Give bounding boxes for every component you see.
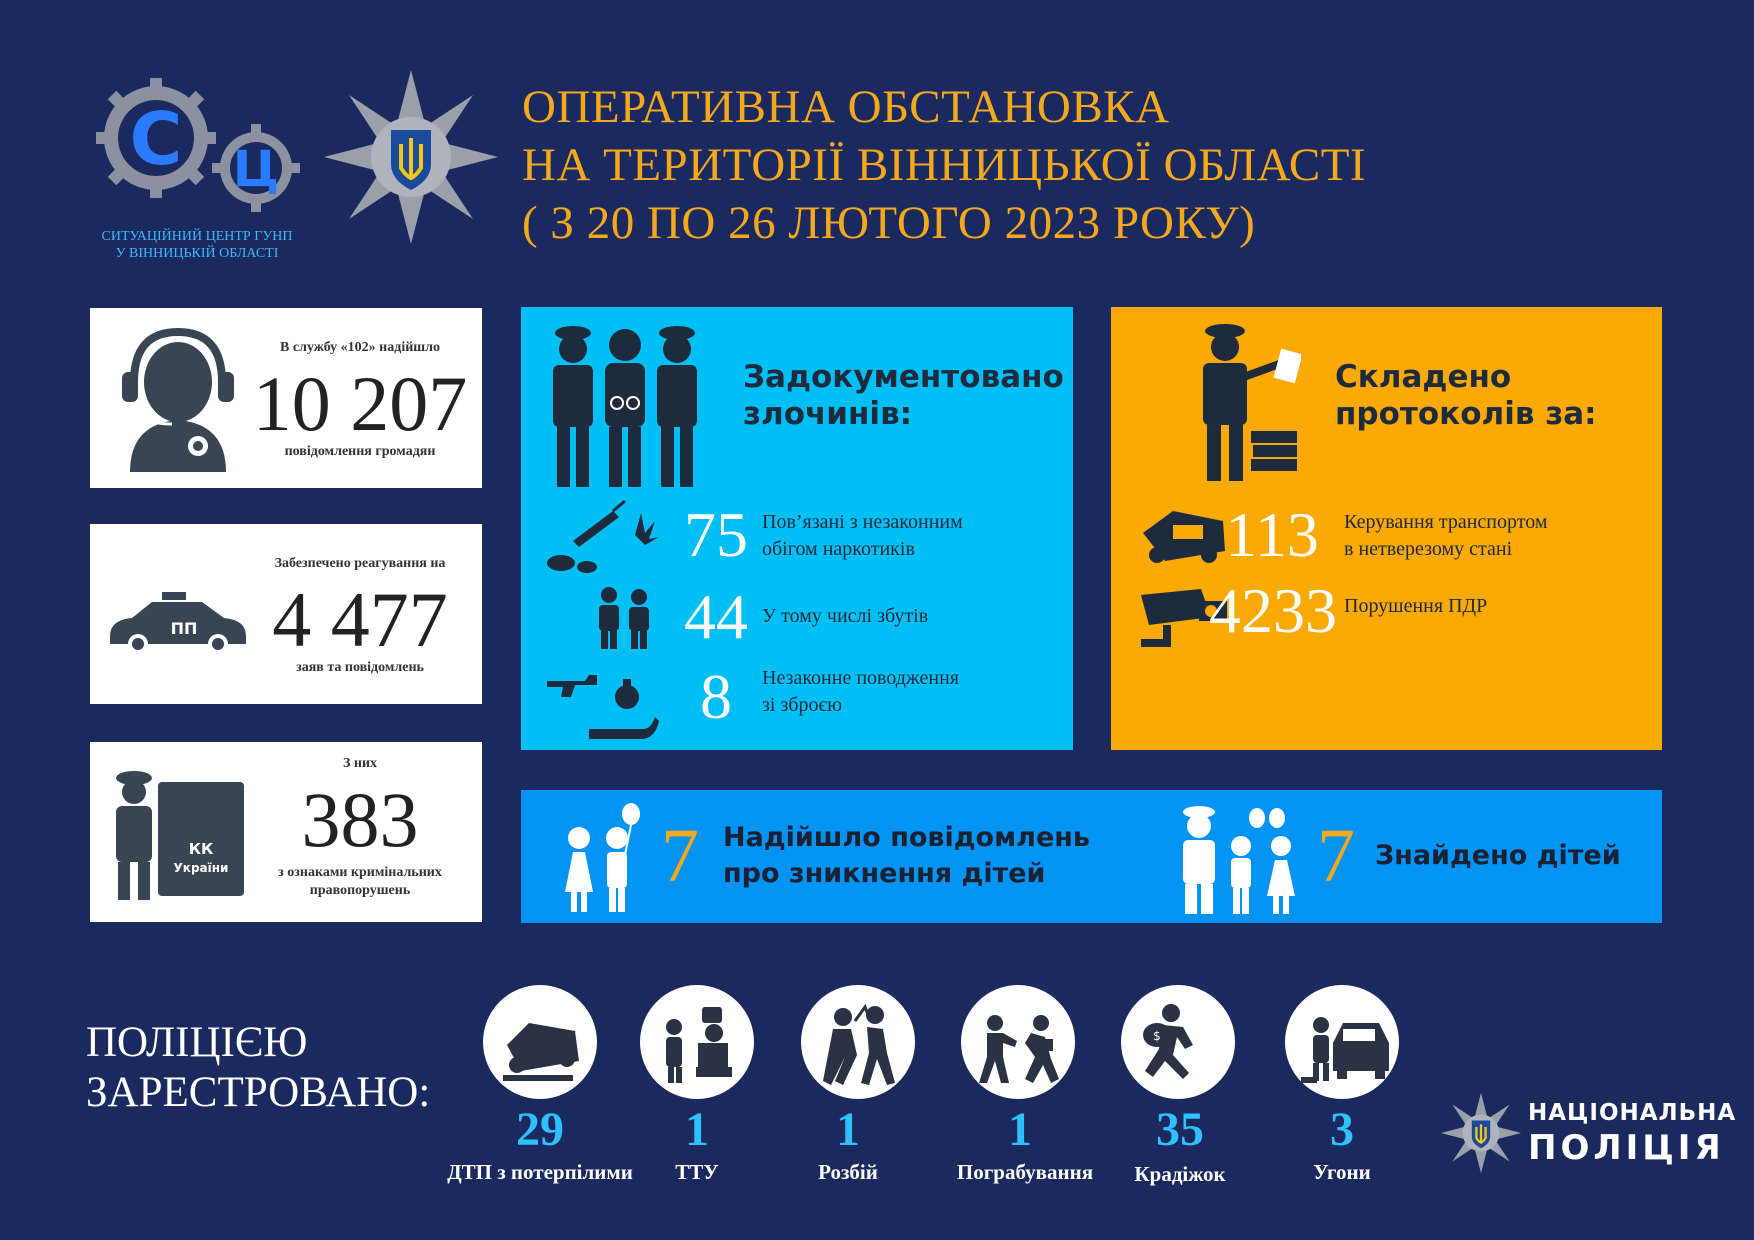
svg-text:КК: КК — [188, 840, 214, 858]
stat-label-dtp: ДТП з потерпілими — [447, 1160, 633, 1184]
found-children-text: Знайдено дітей — [1375, 840, 1621, 871]
robbery-icon — [961, 985, 1075, 1099]
calls-card: В службу «102» надійшло 10 207 повідомлення громадян — [90, 308, 482, 488]
weapons-number: 8 — [700, 661, 732, 732]
stat-label-robbery: Розбій — [818, 1160, 878, 1184]
drugs-number: 75 — [684, 499, 748, 570]
stat-label-pograbuvannia: Пограбування — [956, 1160, 1094, 1184]
police-car-icon — [106, 590, 248, 654]
stat-number-car-theft: 3 — [1330, 1103, 1354, 1156]
found-children-number: 7 — [1317, 814, 1355, 898]
stat-number-theft: 35 — [1156, 1103, 1204, 1156]
assault-icon — [801, 985, 915, 1099]
drunk-driving-number: 113 — [1225, 499, 1319, 570]
response-card: ПП Забезпечено реагування на 4 477 заяв та повідомлень — [90, 524, 482, 704]
criminal-number: 383 — [301, 776, 419, 863]
thief-icon — [1121, 985, 1235, 1099]
operator-headset-icon — [108, 322, 248, 472]
police-arrest-icon — [543, 323, 707, 489]
car-crash-icon — [483, 985, 597, 1099]
brand-line1: НАЦІОНАЛЬНА — [1528, 1100, 1737, 1126]
missing-children-text: Надійшло повідомлень про зникнення дітей — [723, 822, 1090, 889]
stat-label-car-theft: Угони — [1313, 1160, 1371, 1184]
injured-person-icon — [640, 985, 754, 1099]
page-title: ОПЕРАТИВНА ОБСТАНОВКА НА ТЕРИТОРІЇ ВІННИЦЬКОЇ ОБЛАСТІ ( З 20 ПО 26 ЛЮТОГО 2023 РОКУ) — [522, 81, 1367, 249]
stat-label-ttu: ТТУ — [675, 1160, 719, 1184]
stat-number-dtp: 29 — [516, 1103, 564, 1156]
missing-children-number: 7 — [661, 814, 699, 898]
drug-dealing-icon — [593, 585, 657, 649]
sc-caption: СИТУАЦІЙНИЙ ЦЕНТР ГУНП У ВІННИЦЬКІЙ ОБЛАСТІ — [101, 229, 293, 261]
crimes-panel: Задокументовано злочинів: 75 Пов’язані з незаконним обігом наркотиків 44 У тому числі збутів 8 Незаконне поводження зі зброєю — [521, 307, 1073, 750]
protocols-panel: Складено протоколів за: 113 Керування транспортом в нетверезому стані 4233 Порушення ПДР — [1111, 307, 1662, 750]
svg-text:С: С — [129, 97, 183, 181]
stat-number-ttu: 1 — [685, 1103, 709, 1156]
stat-number-pograbuvannia: 1 — [1008, 1103, 1032, 1156]
svg-text:$: $ — [1153, 1029, 1161, 1043]
brand-line2: ПОЛІЦІЯ — [1528, 1128, 1725, 1168]
svg-text:України: України — [173, 861, 229, 875]
police-officer-protocol-icon — [1181, 321, 1301, 481]
situation-center-logo — [86, 76, 312, 226]
weapons-icon — [543, 659, 659, 739]
dealing-number: 44 — [684, 581, 748, 652]
traffic-violations-number: 4233 — [1209, 575, 1337, 646]
registered-label: ПОЛІЦІЄЮ ЗАРЕСТРОВАНО: — [86, 1019, 431, 1116]
criminal-card: КК України З них 383 з ознаками кримінальних правопорушень — [90, 742, 482, 922]
car-label: ПП — [170, 619, 198, 638]
protocols-heading: Складено протоколів за: — [1335, 359, 1597, 432]
found-children-icon — [1177, 800, 1309, 916]
missing-children-icon — [557, 802, 649, 914]
stat-label-theft: Крадіжок — [1134, 1162, 1226, 1186]
children-panel — [521, 790, 1662, 923]
police-star-emblem — [322, 68, 500, 246]
car-theft-icon — [1285, 985, 1399, 1099]
calls-number: 10 207 — [252, 360, 468, 447]
stat-number-robbery: 1 — [836, 1103, 860, 1156]
national-police-emblem — [1440, 1092, 1522, 1174]
crimes-heading: Задокументовано злочинів: — [743, 359, 1064, 432]
response-number: 4 477 — [272, 576, 448, 663]
svg-text:Ц: Ц — [232, 140, 280, 198]
police-with-codex-icon — [104, 768, 250, 900]
drugs-icon — [543, 497, 659, 581]
